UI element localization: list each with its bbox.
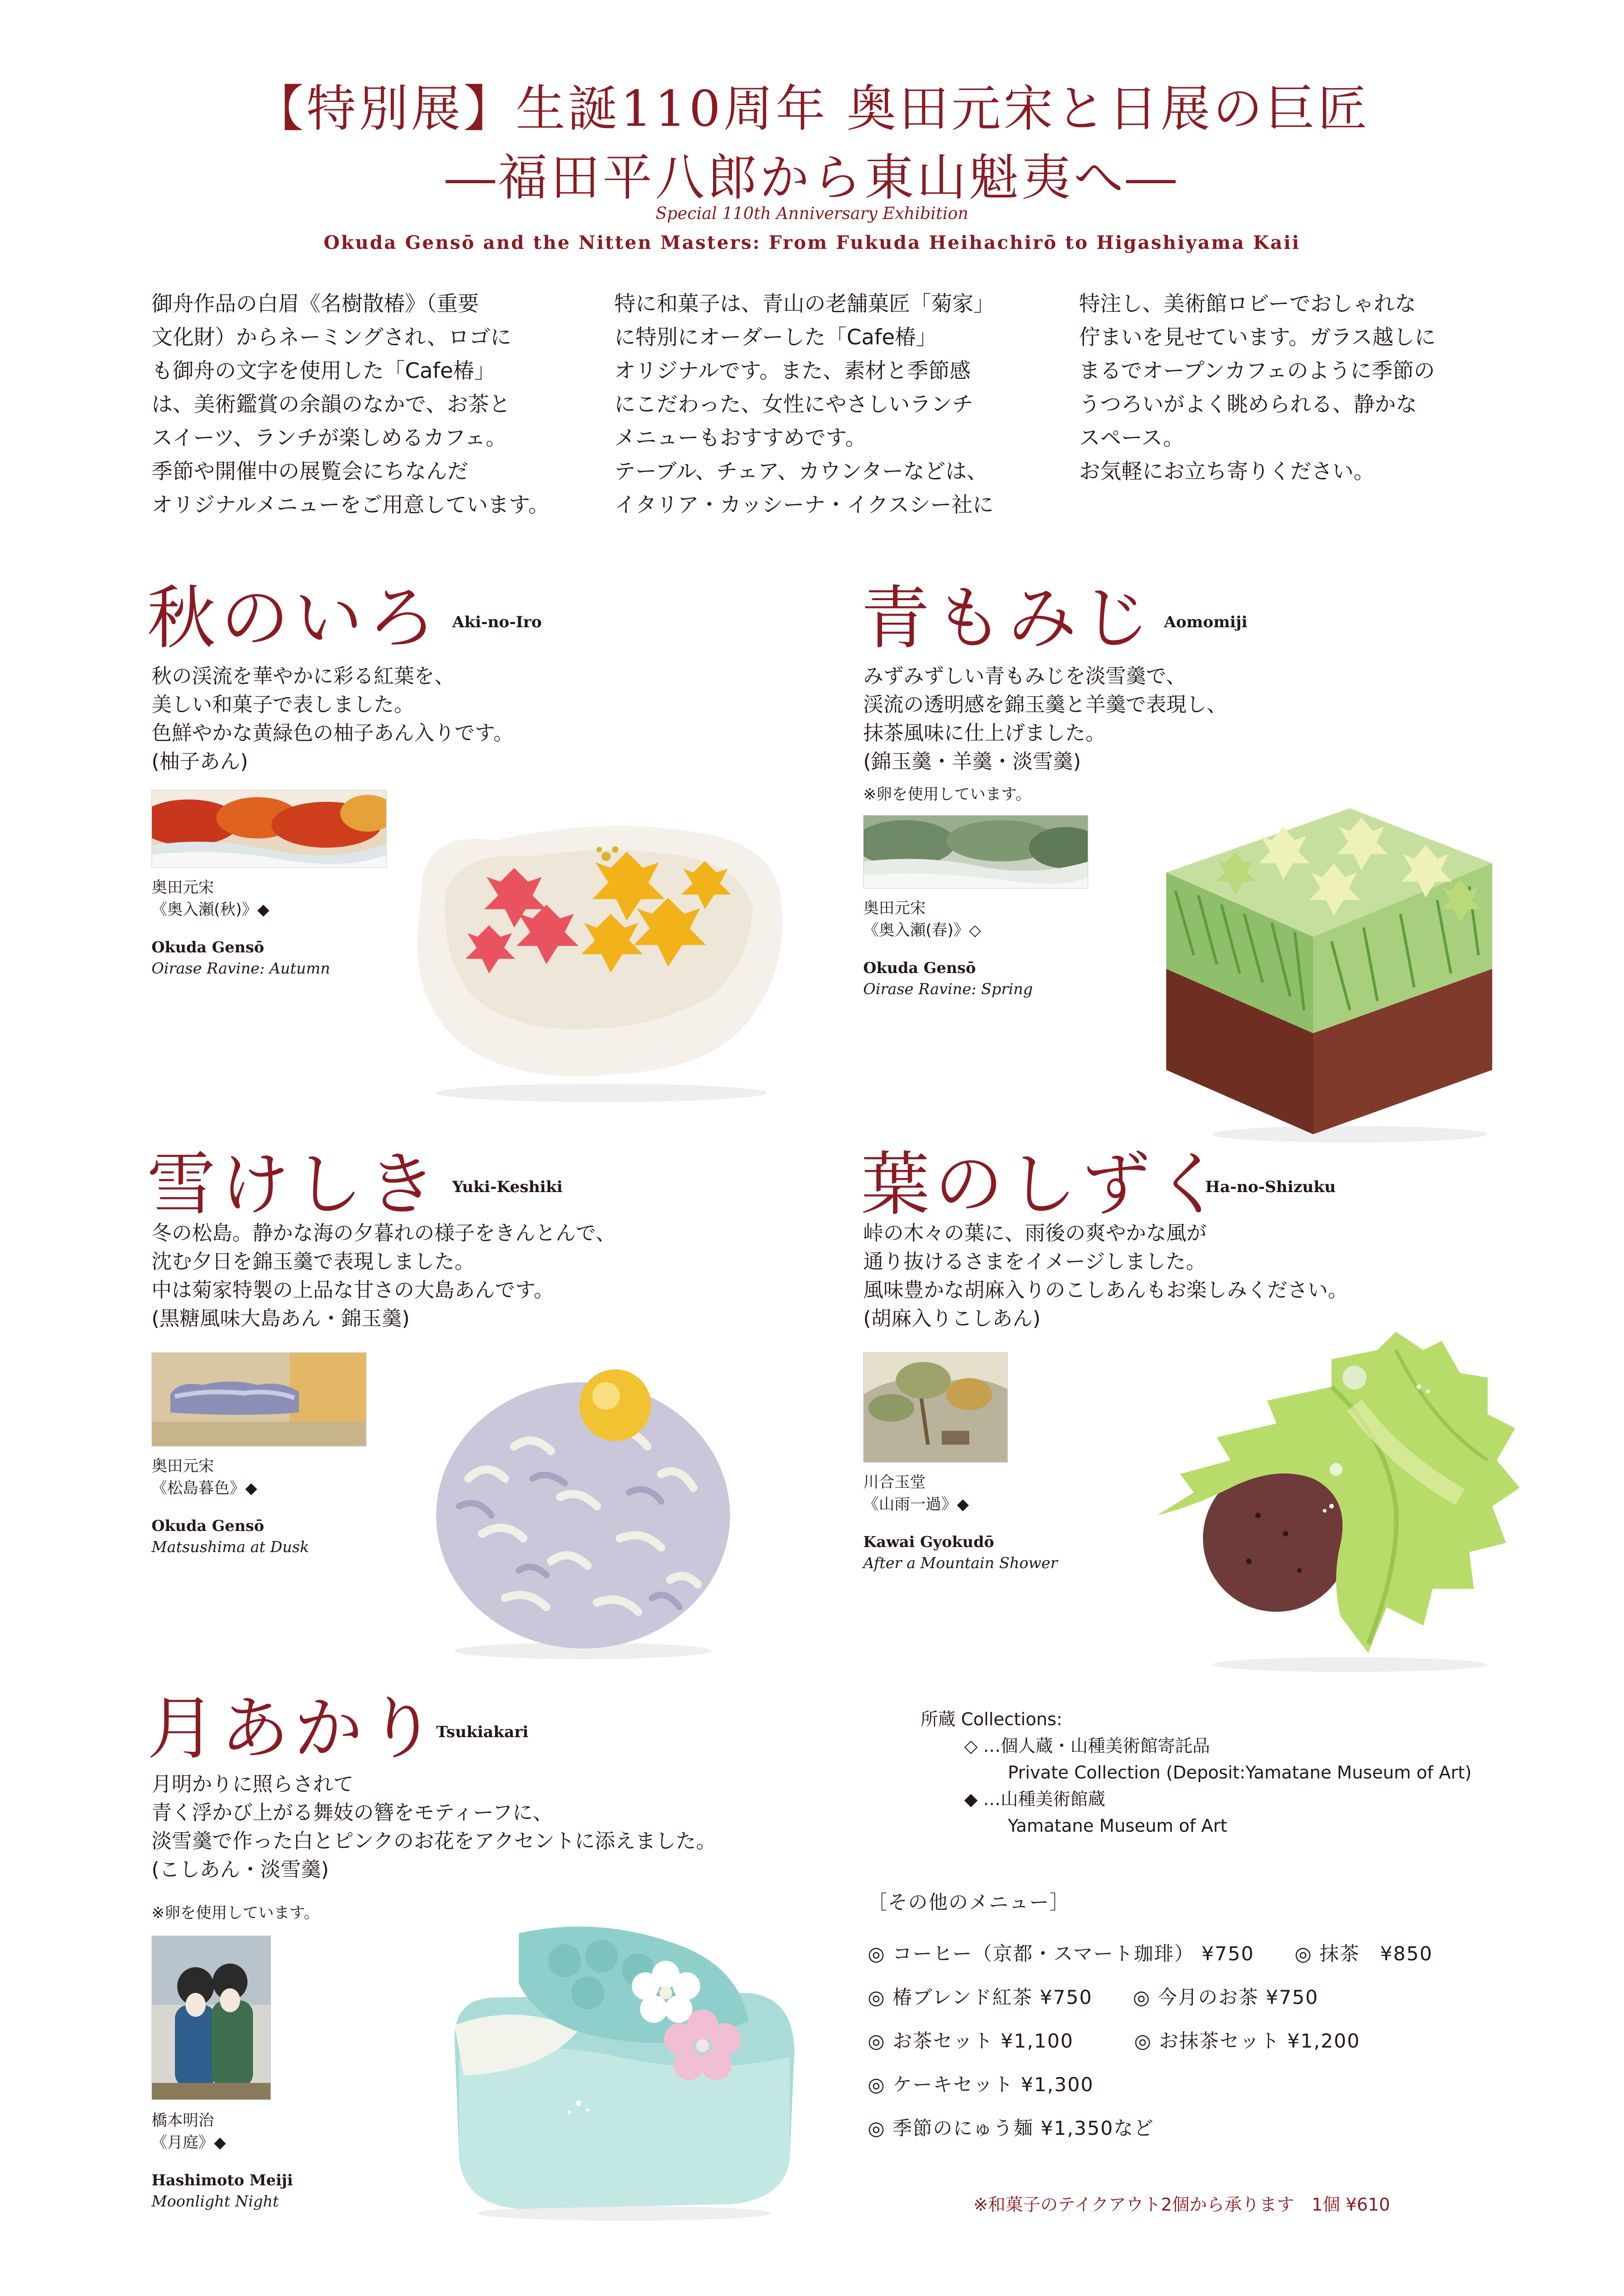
item-title-aomomiji: 青もみじ	[861, 579, 1155, 658]
collections-heading: 所蔵 Collections:	[921, 1709, 1062, 1729]
intro-line: オリジナルです。また、素材と季節感	[614, 358, 971, 383]
menu-item: ◎ お茶セット ¥1,100 ◎ お抹茶セット ¥1,200	[868, 2030, 1360, 2052]
item-romaji: Aomomiji	[1164, 613, 1248, 631]
painting-matsushima-at-dusk	[152, 1352, 366, 1446]
collection-museum-ja: ◆ …山種美術館蔵	[964, 1789, 1106, 1809]
menu-item: ◎ 季節のにゅう麺 ¥1,350など	[868, 2117, 1154, 2139]
desc-line: 秋の渓流を華やかに彩る紅葉を、	[152, 664, 455, 688]
egg-note: ※卵を使用しています。	[152, 1904, 320, 1922]
page-title: 【特別展】生誕110周年 奥田元宋と日展の巨匠	[254, 80, 1370, 138]
desc-line: 色鮮やかな黄緑色の柚子あん入りです。	[152, 721, 514, 745]
collection-museum-en: Yamatane Museum of Art	[1008, 1816, 1227, 1836]
item-romaji: Yuki-Keshiki	[452, 1178, 563, 1196]
desc-line: 美しい和菓子で表しました。	[152, 693, 414, 716]
artist-name-en: Okuda Gensō	[152, 938, 264, 956]
intro-line: 佇まいを見せています。ガラス越しに	[1079, 325, 1436, 349]
desc-line: 月明かりに照らされて	[152, 1773, 354, 1796]
intro-line: 特に和菓子は、青山の老舗菓匠「菊家」	[614, 291, 995, 316]
sweet-tsukiakari	[427, 1919, 817, 2223]
takeout-note: ※和菓子のテイクアウト2個から承ります 1個 ¥610	[973, 2195, 1390, 2215]
work-title-en: After a Mountain Shower	[863, 1554, 1058, 1572]
page-subtitle: ―福田平八郎から東山魁夷へ―	[445, 149, 1179, 207]
desc-line: 渓流の透明感を錦玉羹と羊羹で表現し、	[863, 693, 1227, 716]
item-description	[152, 662, 513, 776]
intro-line: 文化財）からネーミングされ、ロゴに	[152, 325, 511, 349]
painting-moonlight-night	[152, 1936, 271, 2100]
intro-line: テーブル、チェア、カウンターなどは、	[614, 459, 988, 484]
item-description	[152, 1770, 716, 1884]
intro-line: 御舟作品の白眉《名樹散椿》（重要	[152, 291, 479, 316]
intro-line: は、美術鑑賞の余韻のなかで、お茶と	[152, 392, 511, 416]
intro-line: イタリア・カッシーナ・イクスシー社に	[614, 492, 994, 517]
desc-line: (胡麻入りこしあん)	[863, 1307, 1041, 1330]
item-title-tsukiakari: 月あかり	[147, 1689, 441, 1769]
sweet-aomomiji	[1157, 753, 1506, 1148]
desc-line: 抹茶風味に仕上げました。	[863, 721, 1106, 745]
intro-line: オリジナルメニューをご用意しています。	[152, 492, 550, 517]
artist-name-ja: 橋本明治	[152, 2111, 214, 2130]
painting-oirase-autumn	[152, 790, 387, 868]
desc-line: (柚子あん)	[152, 750, 248, 773]
work-title-en: Matsushima at Dusk	[152, 1538, 309, 1556]
artist-name-ja: 奥田元宋	[863, 899, 926, 917]
intro-column-2	[614, 287, 1041, 522]
intro-line: スイーツ、ランチが楽しめるカフェ。	[152, 425, 507, 450]
sweet-ha-no-shizuku	[1139, 1322, 1534, 1681]
desc-line: 通り抜けるさまをイメージしました。	[863, 1250, 1206, 1273]
menu-item: ◎ 椿ブレンド紅茶 ¥750 ◎ 今月のお茶 ¥750	[868, 1986, 1319, 2009]
painting-after-a-mountain-shower	[863, 1352, 1008, 1463]
desc-line: みずみずしい青もみじを淡雪羹で、	[863, 664, 1186, 688]
work-title-ja: 《山雨一過》◆	[863, 1495, 969, 1514]
intro-line: スペース。	[1079, 425, 1185, 450]
desc-line: (こしあん・淡雪羹)	[152, 1858, 329, 1881]
english-subtitle: Special 110th Anniversary Exhibition	[655, 204, 969, 223]
intro-line: メニューもおすすめです。	[614, 425, 866, 450]
desc-line: 沈む夕日を錦玉羹で表現しました。	[152, 1250, 475, 1273]
sweet-yuki-keshiki	[413, 1341, 753, 1662]
work-title-en: Oirase Ravine: Spring	[863, 980, 1033, 998]
artist-name-en: Hashimoto Meiji	[152, 2171, 293, 2189]
menu-item: ◎ コーヒー（京都・スマート珈琲） ¥750 ◎ 抹茶 ¥850	[868, 1942, 1433, 1965]
desc-line: 淡雪羹で作った白とピンクのお花をアクセントに添えました。	[152, 1829, 716, 1853]
desc-line: 青く浮かび上がる舞妓の簪をモティーフに、	[152, 1801, 553, 1824]
artist-name-en: Okuda Gensō	[863, 959, 976, 977]
artist-name-ja: 奥田元宋	[152, 878, 214, 897]
intro-column-1	[152, 287, 579, 522]
artist-name-en: Okuda Gensō	[152, 1517, 264, 1535]
work-title-en: Moonlight Night	[152, 2192, 279, 2210]
item-romaji: Ha-no-Shizuku	[1205, 1178, 1336, 1196]
item-description	[152, 1219, 616, 1333]
work-title-ja: 《奥入瀬(秋)》◆	[152, 900, 270, 919]
intro-line: まるでオープンカフェのように季節の	[1079, 358, 1435, 383]
menu-heading: ［その他のメニュー］	[868, 1891, 1070, 1913]
artist-name-ja: 川合玉堂	[863, 1473, 926, 1491]
desc-line: 冬の松島。静かな海の夕暮れの様子をきんとんで、	[152, 1221, 616, 1245]
work-title-ja: 《松島暮色》◆	[152, 1479, 258, 1497]
desc-line: (黒糖風味大島あん・錦玉羹)	[152, 1307, 410, 1330]
menu-item: ◎ ケーキセット ¥1,300	[868, 2073, 1094, 2096]
work-title-ja: 《月庭》◆	[152, 2133, 226, 2152]
work-title-ja: 《奥入瀬(春)》◇	[863, 921, 981, 940]
desc-line: (錦玉羹・羊羹・淡雪羹)	[863, 750, 1081, 773]
item-romaji: Aki-no-Iro	[452, 613, 542, 631]
intro-column-3	[1079, 287, 1506, 488]
intro-line: 特注し、美術館ロビーでおしゃれな	[1079, 291, 1416, 316]
egg-note: ※卵を使用しています。	[863, 785, 1031, 804]
artist-name-ja: 奥田元宋	[152, 1457, 214, 1475]
item-description	[863, 1219, 1348, 1333]
sweet-aki-no-iro	[395, 813, 808, 1107]
desc-line: 峠の木々の葉に、雨後の爽やかな風が	[863, 1221, 1207, 1245]
item-title-yuki-keshiki: 雪けしき	[147, 1145, 441, 1225]
item-romaji: Tsukiakari	[436, 1723, 528, 1741]
collection-private-en: Private Collection (Deposit:Yamatane Museum of Art)	[1008, 1762, 1472, 1783]
intro-line: お気軽にお立ち寄りください。	[1079, 459, 1375, 484]
item-title-ha-no-shizuku: 葉のしずく	[861, 1145, 1229, 1225]
painting-oirase-spring	[863, 815, 1088, 889]
desc-line: 風味豊かな胡麻入りのこしあんもお楽しみください。	[863, 1278, 1348, 1302]
artist-name-en: Kawai Gyokudō	[863, 1533, 995, 1551]
work-title-en: Oirase Ravine: Autumn	[152, 959, 331, 977]
intro-line: 季節や開催中の展覧会にちなんだ	[152, 459, 468, 484]
intro-line: に特別にオーダーした「Cafe椿」	[614, 325, 937, 349]
intro-line: にこだわった、女性にやさしいランチ	[614, 392, 973, 416]
english-title: Okuda Gensō and the Nitten Masters: From Fukuda Heihachirō to Higashiyama Kaii	[323, 232, 1301, 253]
desc-line: 中は菊家特製の上品な甘さの大島あんです。	[152, 1278, 554, 1302]
collection-private-ja: ◇ …個人蔵・山種美術館寄託品	[964, 1736, 1210, 1756]
item-title-aki-no-iro: 秋のいろ	[147, 579, 441, 658]
intro-line: うつろいがよく眺められる、静かな	[1079, 392, 1417, 416]
intro-line: も御舟の文字を使用した「Cafe椿」	[152, 358, 495, 383]
